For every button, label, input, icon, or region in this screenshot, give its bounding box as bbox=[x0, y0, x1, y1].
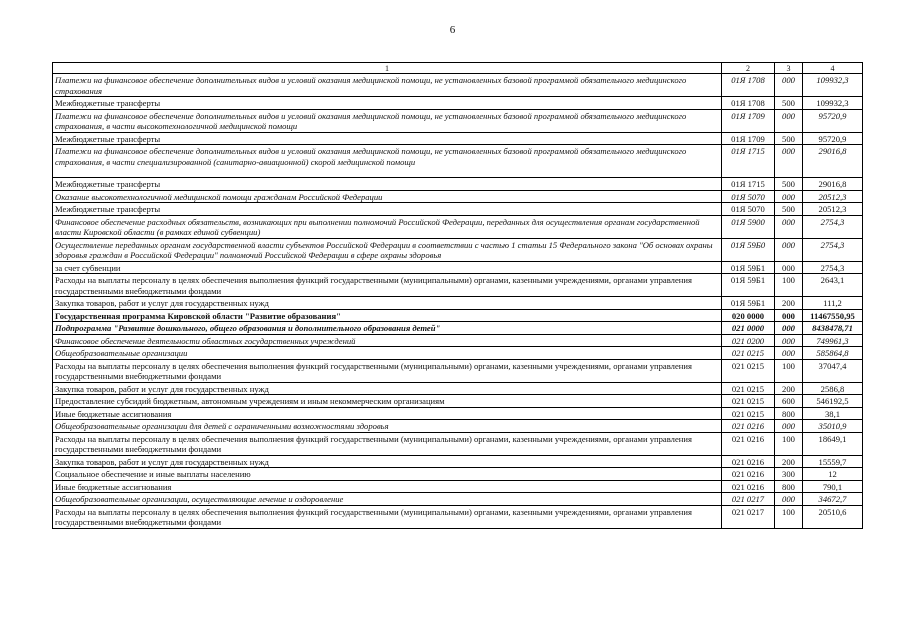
row-code-cell: 01Я 59Б1 bbox=[722, 274, 775, 297]
row-name-cell: Социальное обеспечение и иные выплаты населению bbox=[53, 468, 722, 481]
row-type-cell: 200 bbox=[775, 382, 803, 395]
row-type-cell: 100 bbox=[775, 359, 803, 382]
table-row bbox=[53, 97, 863, 110]
table-row bbox=[53, 74, 863, 97]
row-sum-cell: 2586,8 bbox=[803, 382, 863, 395]
row-name-cell: Закупка товаров, работ и услуг для государственных нужд bbox=[53, 297, 722, 310]
row-sum-cell: 38,1 bbox=[803, 407, 863, 420]
row-name-cell: Общеобразовательные организации для детей с ограниченными возможностями здоровья bbox=[53, 420, 722, 433]
row-code-cell: 01Я 1709 bbox=[722, 109, 775, 132]
row-sum-cell: 95720,9 bbox=[803, 109, 863, 132]
row-name-cell: Платежи на финансовое обеспечение дополнительных видов и условий оказания медицинской помощи, не установленных базовой программой обязательного медицинского страхования bbox=[53, 74, 722, 97]
table-row bbox=[53, 109, 863, 132]
table-row bbox=[53, 407, 863, 420]
row-sum-cell: 37047,4 bbox=[803, 359, 863, 382]
row-sum-cell: 109932,3 bbox=[803, 97, 863, 110]
row-type-cell: 000 bbox=[775, 334, 803, 347]
row-code-cell: 01Я 5900 bbox=[722, 215, 775, 238]
table-row bbox=[53, 432, 863, 455]
row-code-cell: 01Я 1708 bbox=[722, 74, 775, 97]
row-name-cell: Оказание высокотехнологичной медицинской помощи гражданам Российской Федерации bbox=[53, 190, 722, 203]
table-row bbox=[53, 420, 863, 433]
row-name-cell: Общеобразовательные организации, осуществляющие лечение и оздоровление bbox=[53, 493, 722, 506]
row-type-cell: 000 bbox=[775, 109, 803, 132]
row-type-cell: 200 bbox=[775, 455, 803, 468]
row-type-cell: 000 bbox=[775, 238, 803, 261]
row-type-cell: 500 bbox=[775, 178, 803, 191]
row-type-cell: 800 bbox=[775, 480, 803, 493]
row-name-cell: Расходы на выплаты персоналу в целях обеспечения выполнения функций государственными (муниципальными) органами, казенными учреждениями, органами управления государственными внебюджетными фондами bbox=[53, 359, 722, 382]
row-code-cell: 01Я 1708 bbox=[722, 97, 775, 110]
row-sum-cell: 111,2 bbox=[803, 297, 863, 310]
table-row bbox=[53, 178, 863, 191]
row-code-cell: 021 0216 bbox=[722, 455, 775, 468]
table-row bbox=[53, 493, 863, 506]
row-sum-cell: 8438478,71 bbox=[803, 322, 863, 335]
row-name-cell: Межбюджетные трансферты bbox=[53, 97, 722, 110]
page-number: 6 bbox=[449, 24, 456, 36]
budget-table bbox=[52, 62, 863, 529]
table-row bbox=[53, 505, 863, 528]
row-name-cell: Межбюджетные трансферты bbox=[53, 178, 722, 191]
row-type-cell: 000 bbox=[775, 347, 803, 360]
row-name-cell: Иные бюджетные ассигнования bbox=[53, 480, 722, 493]
column-header-1: 1 bbox=[53, 63, 722, 74]
row-type-cell: 000 bbox=[775, 190, 803, 203]
row-sum-cell: 15559,7 bbox=[803, 455, 863, 468]
row-sum-cell: 12 bbox=[803, 468, 863, 481]
row-sum-cell: 34672,7 bbox=[803, 493, 863, 506]
row-sum-cell: 2754,3 bbox=[803, 238, 863, 261]
row-type-cell: 500 bbox=[775, 203, 803, 216]
row-sum-cell: 29016,8 bbox=[803, 145, 863, 178]
table-row bbox=[53, 274, 863, 297]
table-body bbox=[53, 74, 863, 529]
row-sum-cell: 2754,3 bbox=[803, 261, 863, 274]
row-name-cell: Общеобразовательные организации bbox=[53, 347, 722, 360]
row-name-cell: Межбюджетные трансферты bbox=[53, 132, 722, 145]
row-type-cell: 000 bbox=[775, 420, 803, 433]
row-sum-cell: 790,1 bbox=[803, 480, 863, 493]
table-row bbox=[53, 468, 863, 481]
row-code-cell: 020 0000 bbox=[722, 309, 775, 322]
row-sum-cell: 20512,3 bbox=[803, 203, 863, 216]
table-row bbox=[53, 480, 863, 493]
row-sum-cell: 29016,8 bbox=[803, 178, 863, 191]
row-name-cell: Иные бюджетные ассигнования bbox=[53, 407, 722, 420]
table-row bbox=[53, 215, 863, 238]
row-type-cell: 000 bbox=[775, 74, 803, 97]
row-code-cell: 01Я 1709 bbox=[722, 132, 775, 145]
table-row bbox=[53, 145, 863, 178]
row-code-cell: 021 0217 bbox=[722, 493, 775, 506]
row-name-cell: Финансовое обеспечение деятельности областных государственных учреждений bbox=[53, 334, 722, 347]
row-name-cell: за счет субвенции bbox=[53, 261, 722, 274]
row-name-cell: Расходы на выплаты персоналу в целях обеспечения выполнения функций государственными (муниципальными) органами, казенными учреждениями, органами управления государственными внебюджетными фондами bbox=[53, 505, 722, 528]
row-name-cell: Расходы на выплаты персоналу в целях обеспечения выполнения функций государственными (муниципальными) органами, казенными учреждениями, органами управления государственными внебюджетными фондами bbox=[53, 274, 722, 297]
row-type-cell: 000 bbox=[775, 322, 803, 335]
row-sum-cell: 20510,6 bbox=[803, 505, 863, 528]
row-name-cell: Межбюджетные трансферты bbox=[53, 203, 722, 216]
row-code-cell: 01Я 59Б0 bbox=[722, 238, 775, 261]
table-row bbox=[53, 359, 863, 382]
row-type-cell: 000 bbox=[775, 215, 803, 238]
row-name-cell: Закупка товаров, работ и услуг для государственных нужд bbox=[53, 382, 722, 395]
row-type-cell: 500 bbox=[775, 132, 803, 145]
row-sum-cell: 546192,5 bbox=[803, 395, 863, 408]
table-row bbox=[53, 190, 863, 203]
row-code-cell: 021 0215 bbox=[722, 407, 775, 420]
row-code-cell: 021 0216 bbox=[722, 432, 775, 455]
row-code-cell: 021 0000 bbox=[722, 322, 775, 335]
row-code-cell: 021 0216 bbox=[722, 468, 775, 481]
row-type-cell: 600 bbox=[775, 395, 803, 408]
row-code-cell: 01Я 1715 bbox=[722, 178, 775, 191]
table-row bbox=[53, 203, 863, 216]
table-row bbox=[53, 261, 863, 274]
row-name-cell: Расходы на выплаты персоналу в целях обеспечения выполнения функций государственными (муниципальными) органами, казенными учреждениями, органами управления государственными внебюджетными фондами bbox=[53, 432, 722, 455]
table-row bbox=[53, 297, 863, 310]
table-row bbox=[53, 382, 863, 395]
row-name-cell: Платежи на финансовое обеспечение дополнительных видов и условий оказания медицинской помощи, не установленных базовой программой обязательного медицинского страхования, в части специализированной (санитарно-авиационной) скорой медицинской помощи bbox=[53, 145, 722, 178]
row-code-cell: 01Я 59Б1 bbox=[722, 261, 775, 274]
row-type-cell: 300 bbox=[775, 468, 803, 481]
row-code-cell: 01Я 59Б1 bbox=[722, 297, 775, 310]
row-name-cell: Закупка товаров, работ и услуг для государственных нужд bbox=[53, 455, 722, 468]
table-row bbox=[53, 334, 863, 347]
row-code-cell: 021 0215 bbox=[722, 359, 775, 382]
row-name-cell: Финансовое обеспечение расходных обязательств, возникающих при выполнении полномочий Российской Федерации, переданных для осуществления органам государственной власти Кировской области (в рамках единой субвенции) bbox=[53, 215, 722, 238]
table-row bbox=[53, 309, 863, 322]
row-code-cell: 021 0215 bbox=[722, 395, 775, 408]
table-row bbox=[53, 347, 863, 360]
row-sum-cell: 11467550,95 bbox=[803, 309, 863, 322]
row-code-cell: 021 0217 bbox=[722, 505, 775, 528]
row-name-cell: Осуществление переданных органам государственной власти субъектов Российской Федерации в соответствии с частью 1 статьи 15 Федерального закона "Об основах охраны здоровья граждан в Российской Федерации" полномочий Российской Федерации в сфере охраны здоровья bbox=[53, 238, 722, 261]
row-sum-cell: 2754,3 bbox=[803, 215, 863, 238]
row-sum-cell: 20512,3 bbox=[803, 190, 863, 203]
row-sum-cell: 109932,3 bbox=[803, 74, 863, 97]
row-code-cell: 01Я 5070 bbox=[722, 190, 775, 203]
row-type-cell: 100 bbox=[775, 274, 803, 297]
row-sum-cell: 585864,8 bbox=[803, 347, 863, 360]
row-code-cell: 01Я 5070 bbox=[722, 203, 775, 216]
row-type-cell: 100 bbox=[775, 505, 803, 528]
row-code-cell: 021 0216 bbox=[722, 480, 775, 493]
row-type-cell: 000 bbox=[775, 261, 803, 274]
row-sum-cell: 35010,9 bbox=[803, 420, 863, 433]
row-type-cell: 500 bbox=[775, 97, 803, 110]
row-sum-cell: 18649,1 bbox=[803, 432, 863, 455]
table-row bbox=[53, 322, 863, 335]
table-row bbox=[53, 395, 863, 408]
row-code-cell: 021 0215 bbox=[722, 382, 775, 395]
row-type-cell: 800 bbox=[775, 407, 803, 420]
column-header-3: 3 bbox=[775, 63, 803, 74]
row-type-cell: 200 bbox=[775, 297, 803, 310]
row-name-cell: Государственная программа Кировской области "Развитие образования" bbox=[53, 309, 722, 322]
row-sum-cell: 749961,3 bbox=[803, 334, 863, 347]
row-type-cell: 000 bbox=[775, 309, 803, 322]
row-type-cell: 000 bbox=[775, 493, 803, 506]
row-name-cell: Подпрограмма "Развитие дошкольного, общего образования и дополнительного образования детей" bbox=[53, 322, 722, 335]
row-sum-cell: 2643,1 bbox=[803, 274, 863, 297]
row-sum-cell: 95720,9 bbox=[803, 132, 863, 145]
table-row bbox=[53, 132, 863, 145]
row-code-cell: 021 0200 bbox=[722, 334, 775, 347]
column-header-2: 2 bbox=[722, 63, 775, 74]
row-type-cell: 000 bbox=[775, 145, 803, 178]
table-row bbox=[53, 238, 863, 261]
row-code-cell: 021 0216 bbox=[722, 420, 775, 433]
row-name-cell: Платежи на финансовое обеспечение дополнительных видов и условий оказания медицинской помощи, не установленных базовой программой обязательного медицинского страхования, в части высокотехнологичной медицинской помощи bbox=[53, 109, 722, 132]
column-header-4: 4 bbox=[803, 63, 863, 74]
row-code-cell: 01Я 1715 bbox=[722, 145, 775, 178]
row-type-cell: 100 bbox=[775, 432, 803, 455]
table-row bbox=[53, 455, 863, 468]
table-header-row bbox=[53, 63, 863, 74]
row-name-cell: Предоставление субсидий бюджетным, автономным учреждениям и иным некоммерческим организациям bbox=[53, 395, 722, 408]
row-code-cell: 021 0215 bbox=[722, 347, 775, 360]
